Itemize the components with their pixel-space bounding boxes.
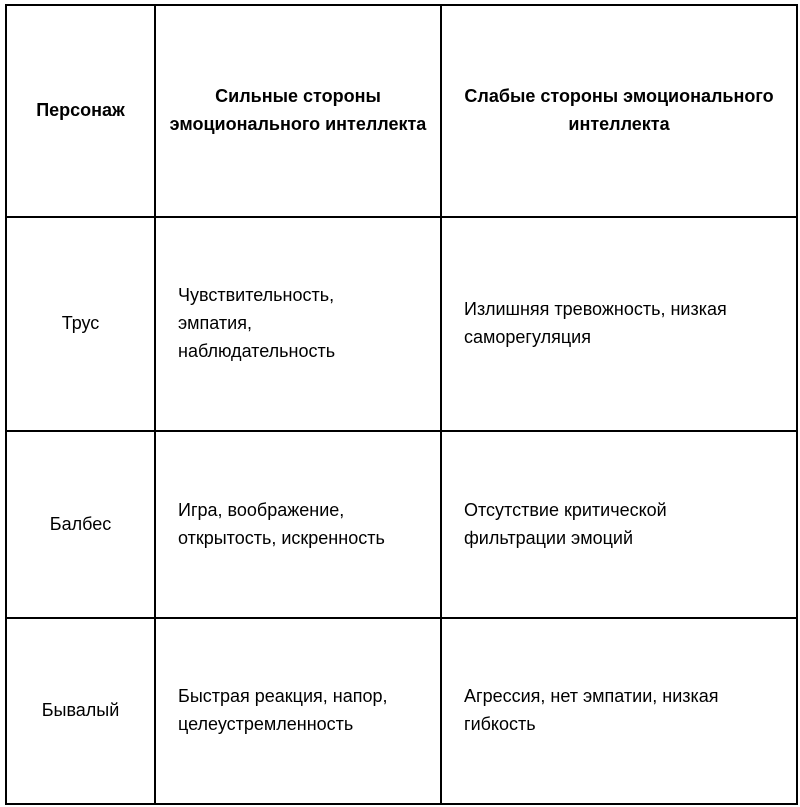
header-strengths: Сильные стороны эмоционального интеллекта bbox=[155, 5, 441, 217]
table-row bbox=[6, 217, 797, 431]
table-row bbox=[6, 618, 797, 804]
header-weaknesses: Слабые стороны эмоционального интеллекта bbox=[441, 5, 797, 217]
character-name: Балбес bbox=[6, 431, 155, 618]
strengths-cell: Игра, воображение, открытость, искренность bbox=[155, 431, 441, 618]
character-name: Трус bbox=[6, 217, 155, 431]
emotional-intelligence-table bbox=[5, 4, 798, 805]
weaknesses-cell: Агрессия, нет эмпатии, низкая гибкость bbox=[441, 618, 797, 804]
weaknesses-cell: Излишняя тревожность, низкая саморегуляция bbox=[441, 217, 797, 431]
character-name: Бывалый bbox=[6, 618, 155, 804]
table-row bbox=[6, 431, 797, 618]
table-header-row bbox=[6, 5, 797, 217]
weaknesses-cell: Отсутствие критической фильтрации эмоций bbox=[441, 431, 797, 618]
header-character: Персонаж bbox=[6, 5, 155, 217]
strengths-cell: Быстрая реакция, напор, целеустремленность bbox=[155, 618, 441, 804]
strengths-cell: Чувствительность, эмпатия, наблюдательность bbox=[155, 217, 441, 431]
